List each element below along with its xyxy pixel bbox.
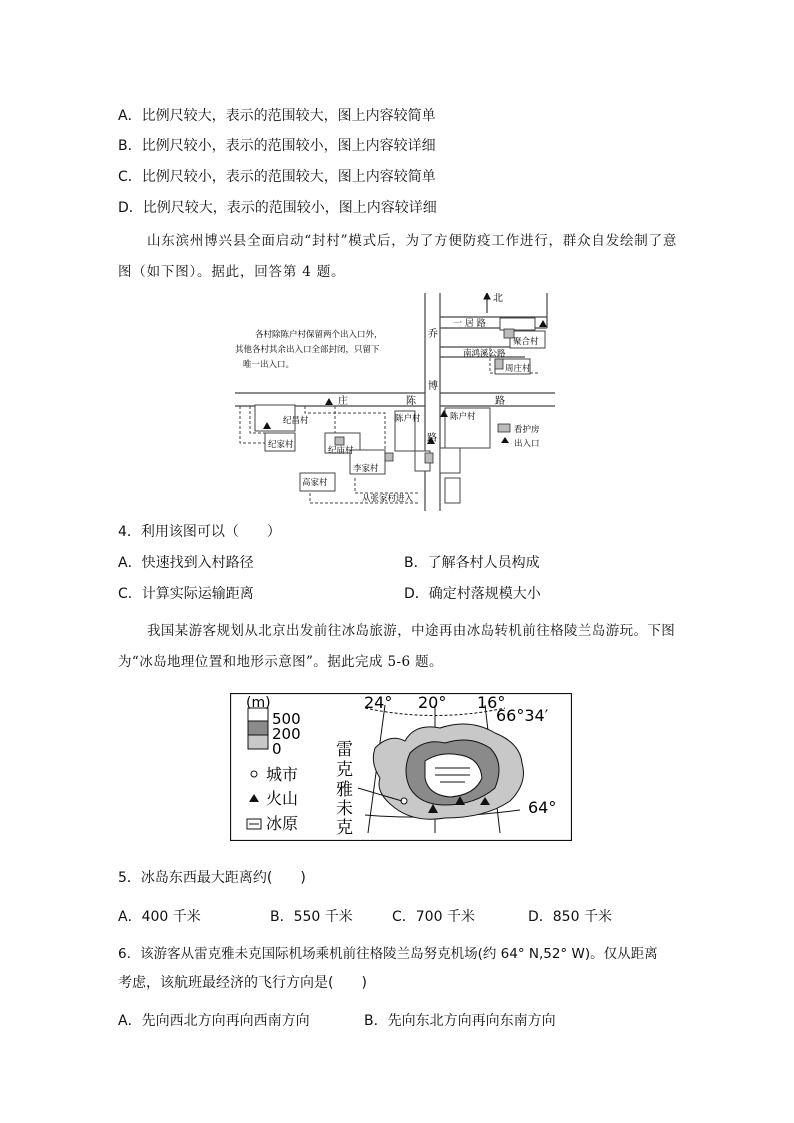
village-juhe-label: 聚合村: [513, 337, 539, 347]
intro1-line2: 图（如下图）。据此，回答第 4 题。: [118, 264, 346, 280]
village-chenhu2-label: 陈户村: [450, 412, 476, 422]
legend-exit-label: 出入口: [514, 439, 540, 449]
q3-option-a: A．比例尺较大，表示的范围较大，图上内容较简单: [118, 108, 436, 124]
lat-64-label: 64°: [528, 798, 557, 817]
city-name-char-5: 克: [336, 818, 353, 838]
village-lijia-label: 李家村: [353, 464, 379, 474]
road-zhuang-label: 庄: [338, 396, 348, 407]
legend-ice: 冰原: [266, 814, 299, 833]
village-chenhu1-label: 陈户村: [395, 414, 421, 424]
road-yiju-label: 一 居 路: [453, 319, 486, 329]
q3-option-c: C．比例尺较小，表示的范围较大，图上内容较简单: [118, 169, 436, 185]
q4-stem: 4．利用该图可以（ ）: [118, 524, 281, 540]
q5-stem: 5．冰岛东西最大距离约( ): [118, 870, 306, 886]
q3-option-b: B．比例尺较小，表示的范围较小，图上内容较详细: [118, 138, 436, 154]
elevation-200: 200: [272, 725, 301, 743]
q6-option-b: B．先向东北方向再向东南方向: [364, 1013, 556, 1029]
q3-option-d: D．比例尺较大，表示的范围较小，图上内容较详细: [118, 200, 437, 216]
q6-stem-line1: 6．该游客从雷克雅未克国际机场乘机前往格陵兰岛努克机场(约 64° N,52° W)。仅从距离: [118, 946, 658, 962]
from-zhangjia-label: 从张家村进入: [362, 494, 414, 504]
elevation-0: 0: [272, 740, 282, 758]
intro2-line1: 我国某游客规划从北京出发前往冰岛旅游，中途再由冰岛转机前往格陵兰岛游玩。下图: [147, 623, 676, 639]
road-chen-label: 陈: [406, 396, 416, 407]
q4-option-b: B．了解各村人员构成: [404, 555, 540, 571]
map1-note-line3: 唯一出入口。: [243, 360, 295, 370]
village-jichang-label: 纪昌村: [283, 416, 309, 426]
lat-66-label: 66°34′: [496, 706, 549, 725]
city-name-char-3: 雅: [336, 780, 353, 800]
road-lu-label: 路: [495, 396, 505, 407]
q6-stem-line2: 考虑，该航班最经济的飞行方向是( ): [118, 975, 367, 991]
q5-option-a: A．400 千米: [118, 909, 201, 925]
road-lu2-label: 路: [427, 433, 437, 444]
q4-option-c: C．计算实际运输距离: [118, 586, 254, 602]
village-jijia-label: 纪家村: [268, 440, 294, 450]
city-name-char-4: 未: [336, 799, 353, 819]
city-legend-icon: [251, 771, 257, 777]
lon-20-label: 20°: [418, 693, 447, 712]
q5-option-b: B．550 千米: [270, 909, 353, 925]
lon-24-label: 24°: [364, 693, 393, 712]
map1-note-line1: 各村除陈户村保留两个出入口外，: [255, 330, 383, 340]
q5-option-c: C．700 千米: [392, 909, 475, 925]
village-gaojia-label: 高家村: [302, 478, 328, 488]
city-name-char-2: 克: [336, 760, 353, 780]
road-nanxiang-label: 南鸿溪公路: [463, 349, 506, 359]
road-qiao-label: 乔: [428, 329, 438, 340]
legend-volcano: 火山: [266, 789, 299, 808]
road-bo-label: 博: [428, 381, 438, 392]
intro1-line1: 山东滨州博兴县全面启动“封村”模式后，为了方便防疫工作进行，群众自发绘制了意: [147, 233, 678, 249]
q4-option-d: D．确定村落规模大小: [404, 586, 541, 602]
village-zhouzhuang-label: 周庄村: [505, 364, 531, 374]
legend-house-label: 看护房: [514, 425, 540, 435]
q4-option-a: A．快速找到入村路径: [118, 555, 254, 571]
village-jimiao-label: 纪庙村: [328, 446, 354, 456]
lon-16-label: 16°: [477, 693, 506, 712]
q5-option-d: D．850 千米: [528, 909, 612, 925]
elevation-500: 500: [272, 710, 301, 728]
city-name-char-1: 雷: [336, 740, 353, 760]
north-label: 北: [493, 293, 503, 304]
legend-city: 城市: [266, 765, 299, 784]
intro2-line2: 为“冰岛地理位置和地形示意图”。据此完成 5-6 题。: [118, 654, 443, 670]
q6-option-a: A．先向西北方向再向西南方向: [118, 1013, 310, 1029]
elevation-unit: (m): [246, 695, 271, 711]
map1-note-line2: 其他各村其余出入口全部封闭，只留下: [235, 345, 380, 355]
village-road-map: [235, 293, 555, 511]
iceland-map: [230, 693, 572, 841]
